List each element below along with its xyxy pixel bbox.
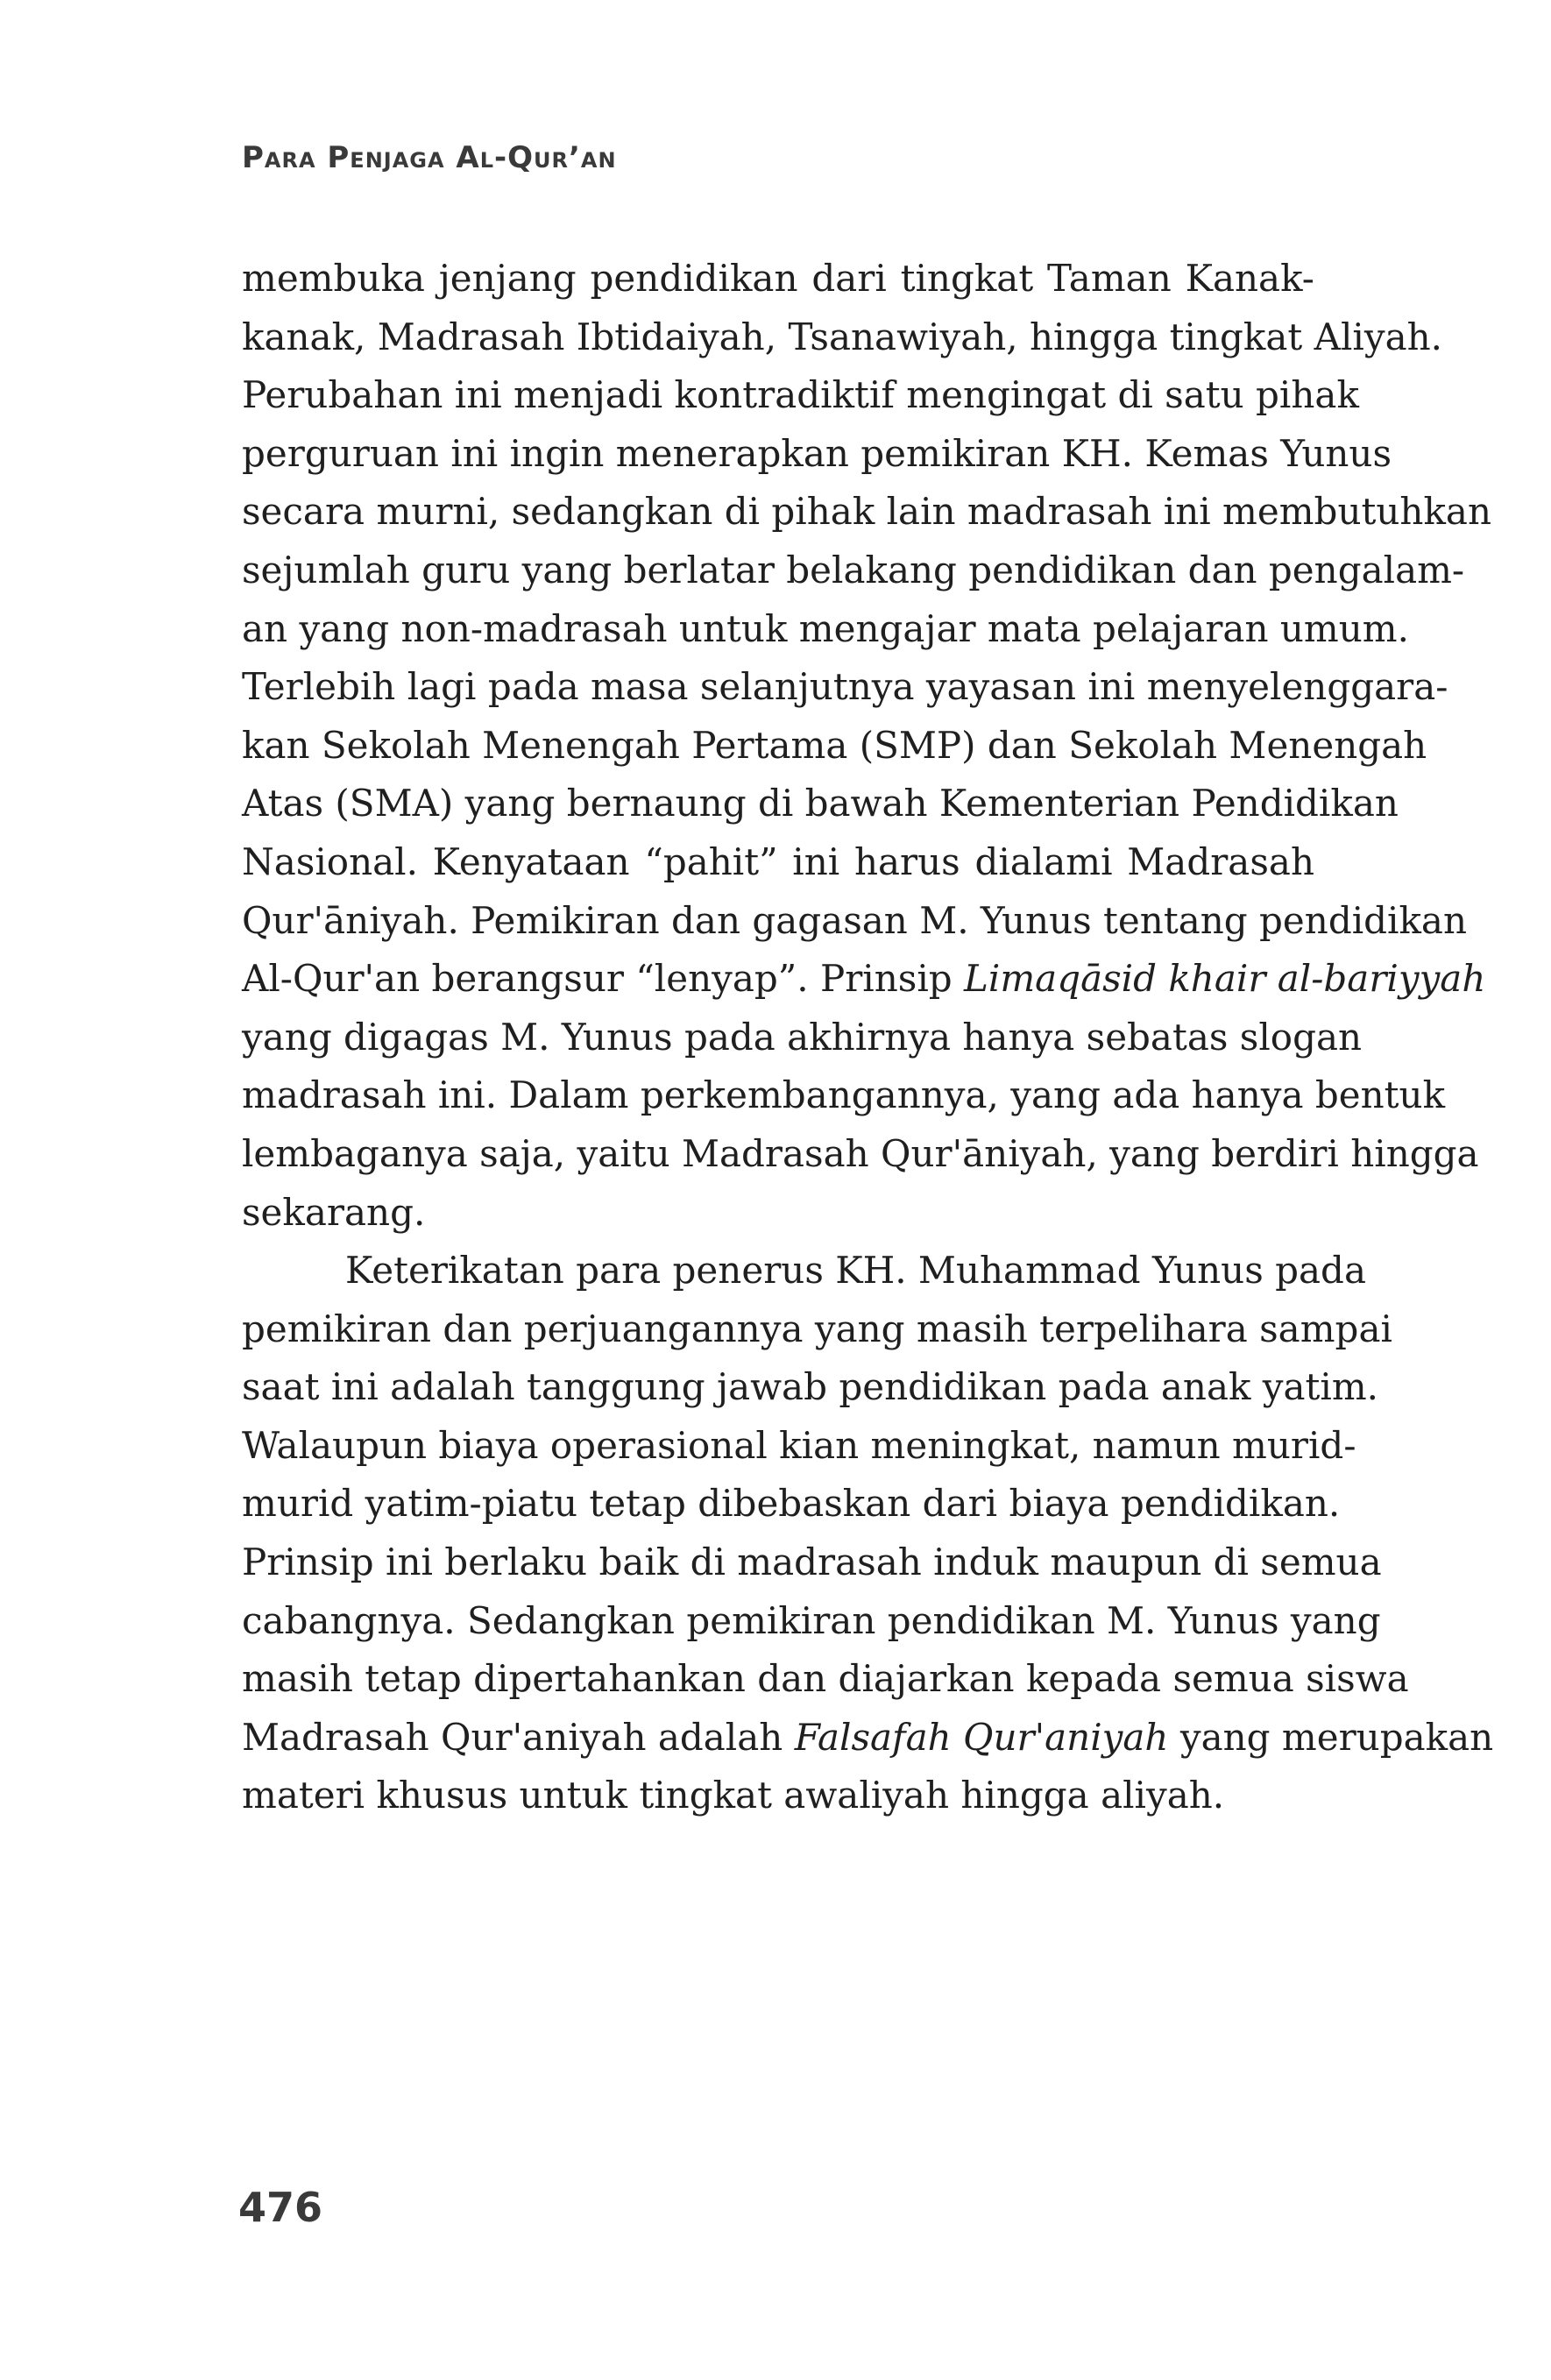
text-line: madrasah ini. Dalam perkembangannya, yang ada hanya bentuk xyxy=(242,1073,1446,1117)
text-segment: Madrasah Qur'aniyah adalah xyxy=(242,1715,795,1759)
body-text xyxy=(242,250,1494,1825)
text-line: sejumlah guru yang berlatar belakang pendidikan dan pengalam- xyxy=(242,548,1465,591)
text-line: Walaupun biaya operasional kian meningkat, namun murid- xyxy=(242,1423,1356,1467)
text-line: pemikiran dan perjuangannya yang masih terpelihara sampai xyxy=(242,1307,1392,1350)
text-line: sekarang. xyxy=(242,1190,426,1234)
text-line: kan Sekolah Menengah Pertama (SMP) dan Sekolah Menengah xyxy=(242,723,1427,767)
text-line: saat ini adalah tanggung jawab pendidikan pada anak yatim. xyxy=(242,1365,1379,1409)
text-line: Terlebih lagi pada masa selanjutnya yayasan ini menyelenggara- xyxy=(242,665,1448,709)
text-segment: Al-Qur'an berangsur “lenyap”. Prinsip xyxy=(242,957,965,1001)
text-line: cabangnya. Sedangkan pemikiran pendidikan M. Yunus yang xyxy=(242,1598,1381,1642)
italic-term: Limaqāsid khair al-bariyyah xyxy=(964,957,1486,1001)
text-line: Qur'āniyah. Pemikiran dan gagasan M. Yunus tentang pendidikan xyxy=(242,898,1467,942)
text-line: Keterikatan para penerus KH. Muhammad Yunus pada xyxy=(345,1249,1366,1293)
text-line: kanak, Madrasah Ibtidaiyah, Tsanawiyah, hingga tingkat Aliyah. xyxy=(242,315,1443,358)
text-line: yang digagas M. Yunus pada akhirnya hanya sebatas slogan xyxy=(242,1015,1363,1059)
page-number: 476 xyxy=(238,2184,323,2231)
text-line: Atas (SMA) yang bernaung di bawah Kementerian Pendidikan xyxy=(242,782,1399,825)
text-line: murid yatim-piatu tetap dibebaskan dari biaya pendidikan. xyxy=(242,1482,1341,1526)
text-line: lembaganya saja, yaitu Madrasah Qur'āniyah, yang berdiri hingga xyxy=(242,1131,1479,1175)
text-line: Prinsip ini berlaku baik di madrasah induk maupun di semua xyxy=(242,1541,1382,1584)
text-line: perguruan ini ingin menerapkan pemikiran KH. Kemas Yunus xyxy=(242,431,1392,475)
text-line-with-italic xyxy=(242,1709,1494,1767)
text-line: secara murni, sedangkan di pihak lain madrasah ini membutuhkan xyxy=(242,490,1492,534)
text-line-with-italic xyxy=(242,950,1486,1009)
italic-term: Falsafah Qur'aniyah xyxy=(794,1715,1169,1759)
text-segment: yang merupakan xyxy=(1168,1715,1494,1759)
text-line: Nasional. Kenyataan “pahit” ini harus dialami Madrasah xyxy=(242,839,1314,883)
text-line: Perubahan ini menjadi kontradiktif mengingat di satu pihak xyxy=(242,373,1359,417)
running-head: Para Penjaga Al-Qur’an xyxy=(242,140,617,175)
text-line: an yang non-madrasah untuk mengajar mata pelajaran umum. xyxy=(242,606,1409,650)
text-line: materi khusus untuk tingkat awaliyah hingga aliyah. xyxy=(242,1774,1225,1817)
text-line: masih tetap dipertahankan dan diajarkan kepada semua siswa xyxy=(242,1657,1409,1701)
text-line: membuka jenjang pendidikan dari tingkat Taman Kanak- xyxy=(242,257,1314,300)
